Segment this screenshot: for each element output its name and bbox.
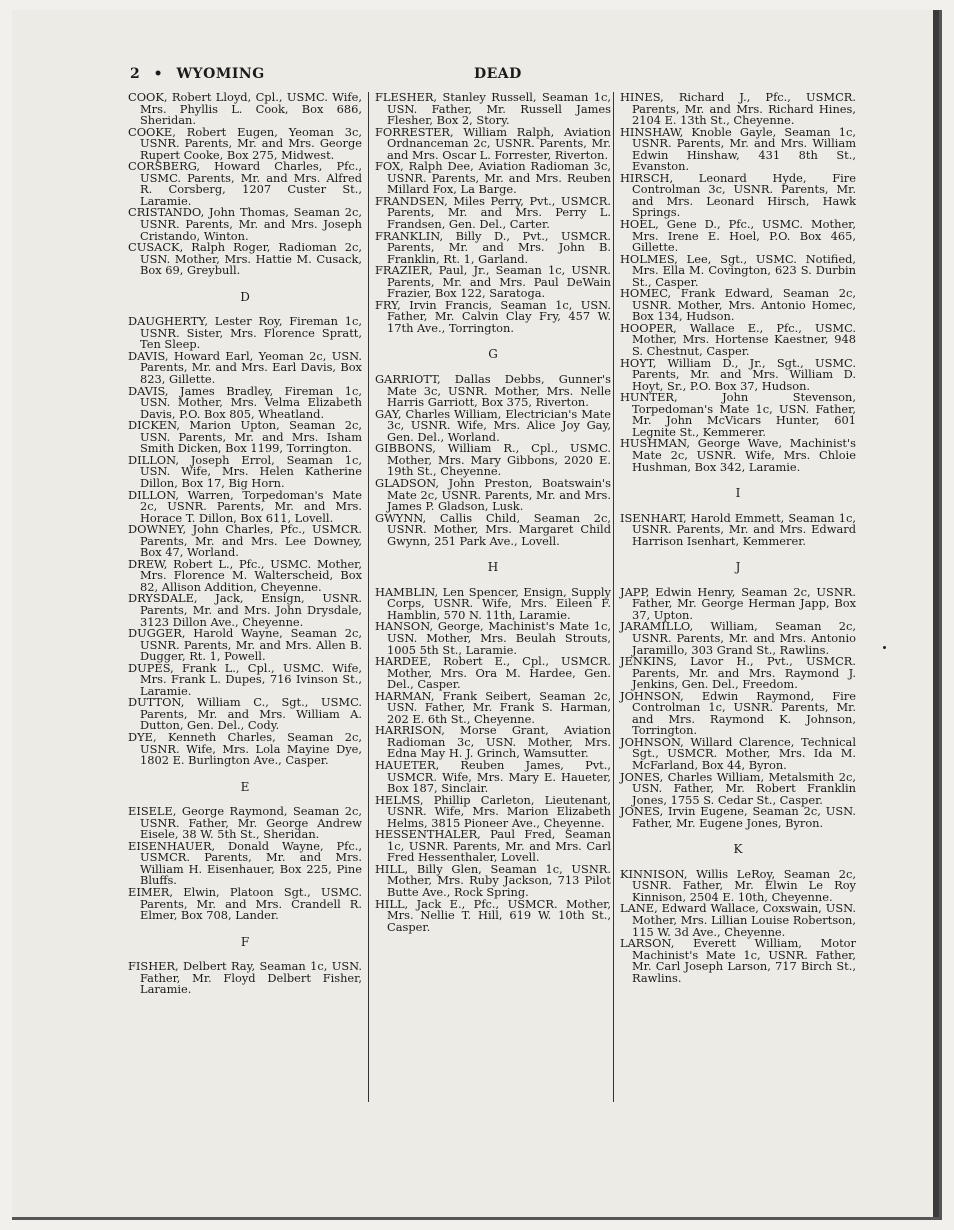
casualty-entry: JOHNSON, Edwin Raymond, Fire Controlman 1c, USNR. Parents, Mr. and Mrs. Raymond K. Johnson, Torrington. <box>620 688 856 738</box>
alphabet-section-letter: E <box>240 779 250 794</box>
casualty-entry: FLESHER, Stanley Russell, Seaman 1c, USN. Father, Mr. Russell James Flesher, Box 2, Story. <box>375 90 611 128</box>
casualty-entry: EISENHAUER, Donald Wayne, Pfc., USMCR. Parents, Mr. and Mrs. William H. Eisenhauer, Box 225, Pine Bluffs. <box>128 838 362 888</box>
column-2 <box>375 92 611 933</box>
casualty-entry: FRANDSEN, Miles Perry, Pvt., USMCR. Parents, Mr. and Mrs. Perry L. Frandsen, Gen. Del., Carter. <box>375 193 611 232</box>
casualty-entry: FISHER, Delbert Ray, Seaman 1c, USN. Father, Mr. Floyd Delbert Fisher, Laramie. <box>128 959 362 997</box>
column-3 <box>620 92 856 984</box>
casualty-entry: HARDEE, Robert E., Cpl., USMCR. Mother, Mrs. Ora M. Hardee, Gen. Del., Casper. <box>375 654 611 692</box>
column-1 <box>128 92 362 996</box>
casualty-entry: DICKEN, Marion Upton, Seaman 2c, USN. Parents, Mr. and Mrs. Isham Smith Dicken, Box 1199, Torrington. <box>128 418 362 456</box>
casualty-entry: HANSON, George, Machinist's Mate 1c, USN. Mother, Mrs. Beulah Strouts, 1005 5th St., Laramie. <box>375 619 611 657</box>
state-name: WYOMING <box>176 66 265 82</box>
column-divider <box>613 92 614 1102</box>
casualty-entry: HARRISON, Morse Grant, Aviation Radioman 3c, USN. Mother, Mrs. Edna May H. J. Grinch, Wamsutter. <box>375 723 611 761</box>
casualty-entry: HUNTER, John Stevenson, Torpedoman's Mate 1c, USN. Father, Mr. John McVicars Hunter, 601 Legnite St., Kemmerer. <box>620 390 856 439</box>
casualty-entry: LANE, Edward Wallace, Coxswain, USN. Mother, Mrs. Lillian Louise Robertson, 115 W. 3d Ave., Cheyenne. <box>620 901 856 939</box>
casualty-entry: HOYT, William D., Jr., Sgt., USMC. Parents, Mr. and Mrs. William D. Hoyt, Sr., P.O. Box 37, Hudson. <box>620 355 856 393</box>
casualty-entry: GLADSON, John Preston, Boatswain's Mate 2c, USNR. Parents, Mr. and Mrs. James P. Gladson, Lusk. <box>375 475 611 514</box>
casualty-entry: DILLON, Warren, Torpedoman's Mate 2c, USNR. Parents, Mr. and Mrs. Horace T. Dillon, Box 611, Lovell. <box>128 487 362 525</box>
casualty-entry: EISELE, George Raymond, Seaman 2c, USNR. Father, Mr. George Andrew Eisele, 38 W. 5th St., Sheridan. <box>128 804 362 842</box>
header-bullet: • <box>153 66 164 82</box>
casualty-entry: KINNISON, Willis LeRoy, Seaman 2c, USNR. Father, Mr. Elwin Le Roy Kinnison, 2504 E. 10th, Cheyenne. <box>620 866 856 904</box>
casualty-entry: HARMAN, Frank Seibert, Seaman 2c, USN. Father, Mr. Frank S. Harman, 202 E. 6th St., Cheyenne. <box>375 688 611 726</box>
casualty-entry: HIRSCH, Leonard Hyde, Fire Controlman 3c, USNR. Parents, Mr. and Mrs. Leonard Hirsch, Hawk Springs. <box>620 170 856 220</box>
casualty-entry: GIBBONS, William R., Cpl., USMC. Mother, Mrs. Mary Gibbons, 2020 E. 19th St., Cheyenne. <box>375 441 611 479</box>
page-header-left <box>130 66 265 82</box>
casualty-entry: COOK, Robert Lloyd, Cpl., USMC. Wife, Mrs. Phyllis L. Cook, Box 686, Sheridan. <box>128 90 362 128</box>
casualty-entry: EIMER, Elwin, Platoon Sgt., USMC. Parents, Mr. and Mrs. Crandell R. Elmer, Box 708, Lander. <box>128 885 362 923</box>
casualty-entry: CRISTANDO, John Thomas, Seaman 2c, USNR. Parents, Mr. and Mrs. Joseph Cristando, Winton. <box>128 205 362 243</box>
casualty-entry: HINSHAW, Knoble Gayle, Seaman 1c, USNR. Parents, Mr. and Mrs. William Edwin Hinshaw, 431 8th St., Evanston. <box>620 124 856 174</box>
alphabet-section-letter: I <box>735 486 741 501</box>
casualty-entry: DAVIS, James Bradley, Fireman 1c, USN. Mother, Mrs. Velma Elizabeth Davis, P.O. Box 805, Wheatland. <box>128 383 362 421</box>
alphabet-section-letter: J <box>735 560 741 575</box>
casualty-entry: DRYSDALE, Jack, Ensign, USNR. Parents, Mr. and Mrs. John Drysdale, 3123 Dillon Ave., Cheyenne. <box>128 591 362 629</box>
column-divider <box>368 92 369 1102</box>
casualty-entry: JOHNSON, Willard Clarence, Technical Sgt., USMCR. Mother, Mrs. Ida M. McFarland, Box 44, Byron. <box>620 734 856 772</box>
alphabet-section-letter: D <box>240 289 250 304</box>
casualty-entry: HOLMES, Lee, Sgt., USMC. Notified, Mrs. Ella M. Covington, 623 S. Durbin St., Casper. <box>620 251 856 289</box>
casualty-entry: FORRESTER, William Ralph, Aviation Ordnanceman 2c, USNR. Parents, Mr. and Mrs. Oscar L. Forrester, Riverton. <box>375 124 611 162</box>
casualty-entry: HILL, Jack E., Pfc., USMCR. Mother, Mrs. Nellie T. Hill, 619 W. 10th St., Casper. <box>375 896 611 934</box>
casualty-entry: HAMBLIN, Len Spencer, Ensign, Supply Corps, USNR. Wife, Mrs. Eileen F. Hamblin, 570 N. 11th, Laramie. <box>375 584 611 622</box>
casualty-entry: FRY, Irvin Francis, Seaman 1c, USN. Father, Mr. Calvin Clay Fry, 457 W. 17th Ave., Torrington. <box>375 297 611 335</box>
casualty-entry: DAUGHERTY, Lester Roy, Fireman 1c, USNR. Sister, Mrs. Florence Spratt, Ten Sleep. <box>128 314 362 352</box>
casualty-entry: HUSHMAN, George Wave, Machinist's Mate 2c, USNR. Wife, Mrs. Chloie Hushman, Box 342, Laramie. <box>620 436 856 474</box>
casualty-entry: FOX, Ralph Dee, Aviation Radioman 3c, USNR. Parents, Mr. and Mrs. Reuben Millard Fox, La Barge. <box>375 159 611 197</box>
page-number: 2 <box>130 66 141 82</box>
casualty-entry: DOWNEY, John Charles, Pfc., USMCR. Parents, Mr. and Mrs. Lee Downey, Box 47, Worland. <box>128 522 362 560</box>
casualty-entry: HILL, Billy Glen, Seaman 1c, USNR. Mother, Mrs. Ruby Jackson, 713 Pilot Butte Ave., Rock Spring. <box>375 861 611 899</box>
casualty-entry: FRANKLIN, Billy D., Pvt., USMCR. Parents, Mr. and Mrs. John B. Franklin, Rt. 1, Garland. <box>375 228 611 266</box>
stray-mark <box>883 646 886 649</box>
casualty-entry: DUTTON, William C., Sgt., USMC. Parents, Mr. and Mrs. William A. Dutton, Gen. Del., Cody. <box>128 695 362 733</box>
alphabet-section-letter: H <box>487 560 499 575</box>
alphabet-section-letter: F <box>240 934 250 949</box>
casualty-entry: DYE, Kenneth Charles, Seaman 2c, USNR. Wife, Mrs. Lola Mayine Dye, 1802 E. Burlington Ave., Casper. <box>128 729 362 768</box>
casualty-entry: GAY, Charles William, Electrician's Mate 3c, USNR. Wife, Mrs. Alice Joy Gay, Gen. Del., Worland. <box>375 406 611 444</box>
casualty-entry: COOKE, Robert Eugen, Yeoman 3c, USNR. Parents, Mr. and Mrs. George Rupert Cooke, Box 275, Midwest. <box>128 124 362 162</box>
casualty-entry: GWYNN, Callis Child, Seaman 2c, USNR. Mother, Mrs. Margaret Child Gwynn, 251 Park Ave., Lovell. <box>375 510 611 548</box>
casualty-entry: DREW, Robert L., Pfc., USMC. Mother, Mrs. Florence M. Walterscheid, Box 82, Allison Addition, Cheyenne. <box>128 556 362 594</box>
casualty-entry: JARAMILLO, William, Seaman 2c, USNR. Parents, Mr. and Mrs. Antonio Jaramillo, 303 Grand St., Rawlins. <box>620 619 856 657</box>
casualty-entry: DUPES, Frank L., Cpl., USMC. Wife, Mrs. Frank L. Dupes, 716 Ivinson St., Laramie. <box>128 660 362 698</box>
casualty-entry: HOMEC, Frank Edward, Seaman 2c, USNR. Mother, Mrs. Antonio Homec, Box 134, Hudson. <box>620 286 856 324</box>
casualty-entry: DAVIS, Howard Earl, Yeoman 2c, USN. Parents, Mr. and Mrs. Earl Davis, Box 823, Gillette. <box>128 348 362 387</box>
casualty-entry: HESSENTHALER, Paul Fred, Seaman 1c, USNR. Parents, Mr. and Mrs. Carl Fred Hessenthaler, Lovell. <box>375 827 611 865</box>
casualty-entry: HOOPER, Wallace E., Pfc., USMC. Mother, Mrs. Hortense Kaestner, 948 S. Chestnut, Casper. <box>620 320 856 359</box>
casualty-entry: HINES, Richard J., Pfc., USMCR. Parents, Mr. and Mrs. Richard Hines, 2104 E. 13th St., Cheyenne. <box>620 90 856 128</box>
alphabet-section-letter: G <box>488 347 498 362</box>
casualty-entry: HAUETER, Reuben James, Pvt., USMCR. Wife, Mrs. Mary E. Haueter, Box 187, Sinclair. <box>375 757 611 796</box>
casualty-entry: DILLON, Joseph Errol, Seaman 1c, USN. Wife, Mrs. Helen Katherine Dillon, Box 17, Big Horn. <box>128 452 362 490</box>
casualty-entry: CUSACK, Ralph Roger, Radioman 2c, USN. Mother, Mrs. Hattie M. Cusack, Box 69, Greybull. <box>128 240 362 278</box>
casualty-entry: HELMS, Phillip Carleton, Lieutenant, USNR. Wife, Mrs. Marion Elizabeth Helms, 3815 Pioneer Ave., Cheyenne. <box>375 792 611 830</box>
section-title: DEAD <box>474 66 522 82</box>
casualty-entry: GARRIOTT, Dallas Debbs, Gunner's Mate 3c, USNR. Mother, Mrs. Nelle Harris Garriott, Box 375, Riverton. <box>375 372 611 410</box>
casualty-entry: DUGGER, Harold Wayne, Seaman 2c, USNR. Parents, Mr. and Mrs. Allen B. Dugger, Rt. 1, Powell. <box>128 626 362 664</box>
casualty-entry: JENKINS, Lavor H., Pvt., USMCR. Parents, Mr. and Mrs. Raymond J. Jenkins, Gen. Del., Freedom. <box>620 654 856 692</box>
casualty-entry: FRAZIER, Paul, Jr., Seaman 1c, USNR. Parents, Mr. and Mrs. Paul DeWain Frazier, Box 122, Saratoga. <box>375 263 611 301</box>
casualty-entry: JONES, Irvin Eugene, Seaman 2c, USN. Father, Mr. Eugene Jones, Byron. <box>620 804 856 830</box>
casualty-entry: ISENHART, Harold Emmett, Seaman 1c, USNR. Parents, Mr. and Mrs. Edward Harrison Isenhart, Kemmerer. <box>620 510 856 548</box>
casualty-entry: JONES, Charles William, Metalsmith 2c, USN. Father, Mr. Robert Franklin Jones, 1755 S. Cedar St., Casper. <box>620 769 856 807</box>
alphabet-section-letter: K <box>733 842 743 857</box>
casualty-entry: HOEL, Gene D., Pfc., USMC. Mother, Mrs. Irene E. Hoel, P.O. Box 465, Gillette. <box>620 217 856 255</box>
page-edge-shadow <box>933 10 939 1217</box>
casualty-entry: CORSBERG, Howard Charles, Pfc., USMC. Parents, Mr. and Mrs. Alfred R. Corsberg, 1207 Custer St., Laramie. <box>128 159 362 208</box>
casualty-entry: LARSON, Everett William, Motor Machinist's Mate 1c, USNR. Father, Mr. Carl Joseph Larson, 717 Birch St., Rawlins. <box>620 936 856 985</box>
casualty-entry: JAPP, Edwin Henry, Seaman 2c, USNR. Father, Mr. George Herman Japp, Box 37, Upton. <box>620 584 856 622</box>
